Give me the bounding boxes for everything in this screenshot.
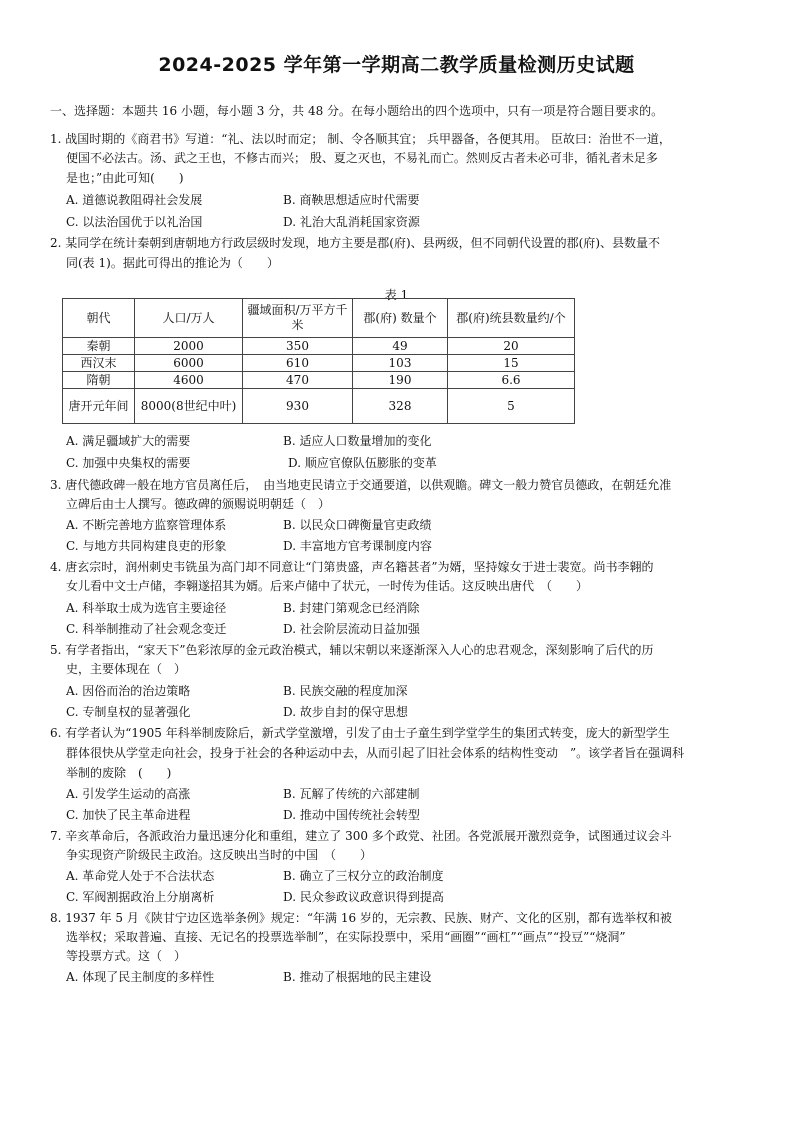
q2-option-d: D. 顺应官僚队伍膨胀的变革 <box>288 456 437 470</box>
table-cell: 930 <box>243 389 353 424</box>
table-header-cell: 人口/万人 <box>135 299 243 338</box>
q1-line-1: 1. 战国时期的《商君书》写道：“礼、法以时而定； 制、令各顺其宜； 兵甲器备，各便其用。 臣故曰：治世不一道， <box>50 132 671 146</box>
table-cell: 470 <box>243 372 353 389</box>
q5-option-c: C. 专制皇权的显著强化 <box>66 705 191 719</box>
q7-option-d: D. 民众参政议政意识得到提高 <box>283 890 444 904</box>
q1-line-3: 是也；”由此可知( ) <box>66 171 184 185</box>
q1-line-2: 便国不必法古。汤、武之王也，不修古而兴； 殷、夏之灭也，不易礼而亡。然则反古者未必可非，循礼者未足多 <box>66 151 658 165</box>
q4-line-2: 女儿看中文士卢储，李翱遂招其为婿。后来卢储中了状元，一时传为佳话。这反映出唐代 （ ） <box>66 579 589 593</box>
q3-option-c: C. 与地方共同构建良吏的形象 <box>66 539 227 553</box>
q3-option-b: B. 以民众口碑衡量官吏政绩 <box>283 518 432 532</box>
q8-line-1: 8. 1937 年 5 月《陕甘宁边区选举条例》规定：“年满 16 岁的，无宗教、民族、财产、文化的区别，都有选举权和被 <box>50 911 672 925</box>
q5-option-d: D. 故步自封的保守思想 <box>283 705 408 719</box>
q4-option-c: C. 科举制推动了社会观念变迁 <box>66 622 227 636</box>
q8-line-2: 选举权；采取普遍、直接、无记名的投票选举制”，在实际投票中，采用“画圈”“画杠”“画点”“投豆”“烧洞” <box>66 930 626 944</box>
q4-option-d: D. 社会阶层流动日益加强 <box>283 622 420 636</box>
table-row <box>63 355 575 372</box>
table-cell: 西汉末 <box>63 355 135 372</box>
table-cell: 15 <box>448 355 575 372</box>
table-row <box>63 389 575 424</box>
q7-option-a: A. 革命党人处于不合法状态 <box>66 869 215 883</box>
table-header-row <box>63 299 575 338</box>
q2-option-b: B. 适应人口数量增加的变化 <box>283 434 432 448</box>
q8-option-b: B. 推动了根据地的民主建设 <box>283 970 432 984</box>
table-cell: 328 <box>353 389 448 424</box>
q7-line-1: 7. 辛亥革命后，各派政治力量迅速分化和重组，建立了 300 多个政党、社团。各党派展开激烈竞争，试图通过议会斗 <box>50 829 672 843</box>
table-cell: 49 <box>353 338 448 355</box>
table-cell: 350 <box>243 338 353 355</box>
table-header-cell: 朝代 <box>63 299 135 338</box>
q6-line-3: 举制的废除 ( ) <box>66 766 172 780</box>
table-cell: 唐开元年间 <box>63 389 135 424</box>
table-cell: 190 <box>353 372 448 389</box>
table-cell: 4600 <box>135 372 243 389</box>
section-header: 一、选择题：本题共 16 小题，每小题 3 分，共 48 分。在每小题给出的四个选项中，只有一项是符合题目要求的。 <box>50 104 664 118</box>
table-cell: 610 <box>243 355 353 372</box>
q5-option-a: A. 因俗而治的治边策略 <box>66 684 191 698</box>
table-cell: 6000 <box>135 355 243 372</box>
q2-option-a: A. 满足疆域扩大的需要 <box>66 434 191 448</box>
table-cell: 秦朝 <box>63 338 135 355</box>
q5-option-b: B. 民族交融的程度加深 <box>283 684 408 698</box>
q3-option-d: D. 丰富地方官考课制度内容 <box>283 539 432 553</box>
q5-line-2: 史，主要体现在（ ） <box>66 662 187 676</box>
table-header-cell: 郡(府)统县数量约/个 <box>448 299 575 338</box>
table-header-cell: 疆域面积/万平方千米 <box>243 299 353 338</box>
q1-option-c: C. 以法治国优于以礼治国 <box>66 215 203 229</box>
q4-option-a: A. 科举取士成为选官主要途径 <box>66 601 227 615</box>
q4-option-b: B. 封建门第观念已经消除 <box>283 601 420 615</box>
table-cell: 103 <box>353 355 448 372</box>
q1-option-a: A. 道德说教阻碍社会发展 <box>66 193 203 207</box>
q4-line-1: 4. 唐玄宗时，润州刺史韦铣虽为高门却不同意让“门第贵盛，声名籍甚者”为婿，坚持嫁女于进士裴宽。尚书李翱的 <box>50 560 654 574</box>
exam-title: 2024-2025 学年第一学期高二教学质量检测历史试题 <box>158 54 635 76</box>
q6-option-a: A. 引发学生运动的高涨 <box>66 787 191 801</box>
q7-line-2: 争实现资产阶级民主政治。这反映出当时的中国 （ ） <box>66 848 373 862</box>
q3-line-1: 3. 唐代德政碑一般在地方官员离任后， 由当地吏民请立于交通要道，以供观瞻。碑文一般力赞官员德政，在朝廷允准 <box>50 478 672 492</box>
table-cell: 6.6 <box>448 372 575 389</box>
q6-option-d: D. 推动中国传统社会转型 <box>283 808 420 822</box>
q7-option-c: C. 军阀割据政治上分崩离析 <box>66 890 215 904</box>
table-cell: 隋朝 <box>63 372 135 389</box>
q7-option-b: B. 确立了三权分立的政治制度 <box>283 869 444 883</box>
q3-line-2: 立碑后由士人撰写。德政碑的颁赐说明朝廷（ ） <box>66 497 331 511</box>
q3-option-a: A. 不断完善地方监察管理体系 <box>66 518 227 532</box>
q6-option-c: C. 加快了民主革命进程 <box>66 808 191 822</box>
population-table <box>62 298 575 424</box>
table-cell: 8000(8世纪中叶) <box>135 389 243 424</box>
q2-line-1: 2. 某同学在统计秦朝到唐朝地方行政层级时发现，地方主要是郡(府)、县两级，但不同朝代设置的郡(府)、县数量不 <box>50 236 660 250</box>
q5-line-1: 5. 有学者指出，“家天下”色彩浓厚的金元政治模式，辅以宋朝以来逐渐深入人心的忠君观念，深刻影响了后代的历 <box>50 643 654 657</box>
q2-line-2: 同(表 1)。据此可得出的推论为（ ） <box>66 256 279 270</box>
table-cell: 20 <box>448 338 575 355</box>
q8-option-a: A. 体现了民主制度的多样性 <box>66 970 215 984</box>
table-caption: 表 1 <box>384 288 409 302</box>
table-row <box>63 372 575 389</box>
q2-option-c: C. 加强中央集权的需要 <box>66 456 191 470</box>
table-cell: 5 <box>448 389 575 424</box>
q8-line-3: 等投票方式。这（ ） <box>66 949 187 963</box>
q1-option-b: B. 商鞅思想适应时代需要 <box>283 193 420 207</box>
q6-option-b: B. 瓦解了传统的六部建制 <box>283 787 420 801</box>
q1-option-d: D. 礼治大乱消耗国家资源 <box>283 215 420 229</box>
q6-line-1: 6. 有学者认为“1905 年科举制废除后，新式学堂激增，引发了由士子童生到学堂学生的集团式转变，庞大的新型学生 <box>50 726 670 740</box>
table-header-cell: 郡(府) 数量个 <box>353 299 448 338</box>
table-row <box>63 338 575 355</box>
table-cell: 2000 <box>135 338 243 355</box>
q6-line-2: 群体很快从学堂走向社会，投身于社会的各种运动中去，从而引起了旧社会体系的结构性变动 ”。该学者旨在强调科 <box>66 746 685 760</box>
